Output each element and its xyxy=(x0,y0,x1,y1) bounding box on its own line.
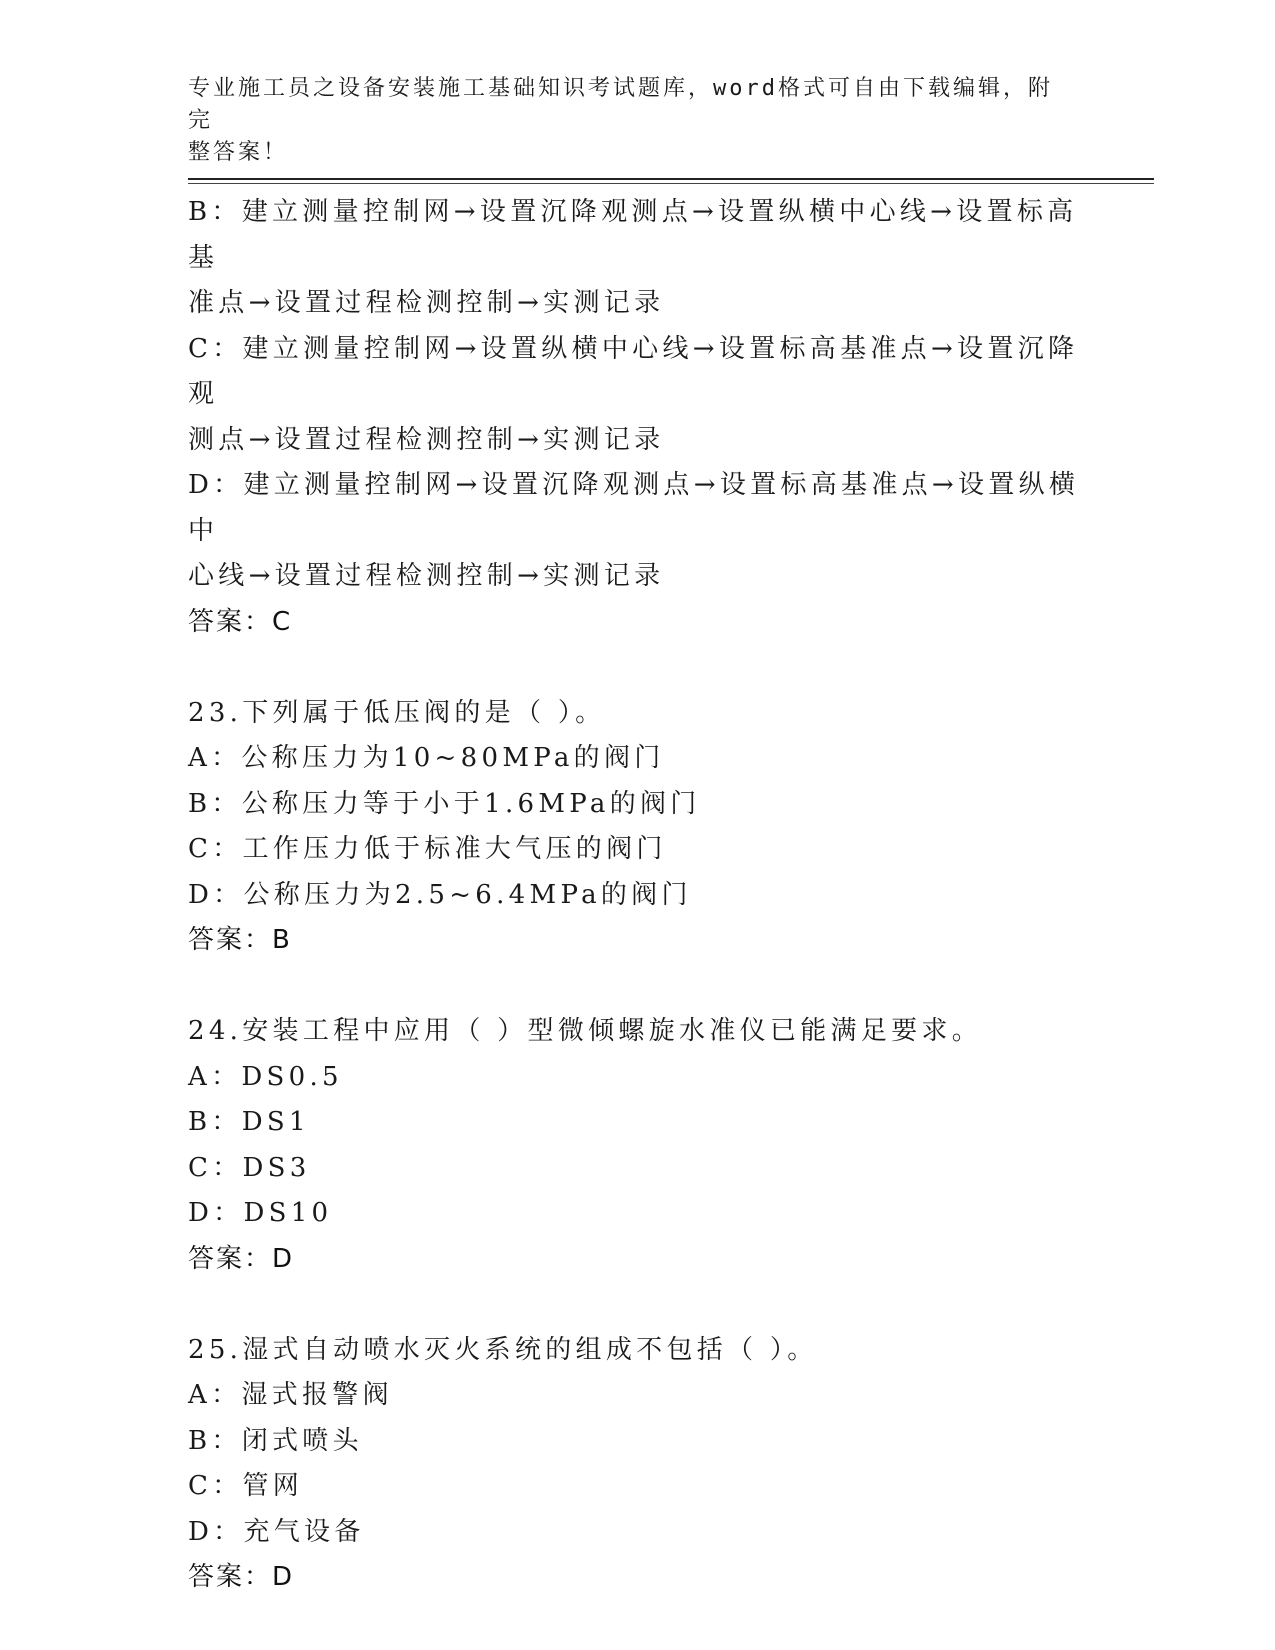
spacer xyxy=(188,964,1088,1010)
q24-option-a: A：DS0.5 xyxy=(188,1061,343,1092)
q22-answer: 答案：C xyxy=(188,606,293,637)
document-header xyxy=(188,73,1068,169)
q23-option-c: C：工作压力低于标准大气压的阀门 xyxy=(188,834,667,864)
q24-question: 24.安装工程中应用（ ）型微倾螺旋水准仪已能满足要求。 xyxy=(188,1016,983,1046)
header-divider-thick xyxy=(188,178,1154,180)
q22-option-b-line-2: 准点→设置过程检测控制→实测记录 xyxy=(188,288,665,318)
question-25 xyxy=(188,1328,1088,1601)
q22-option-b-line-1: B：建立测量控制网→设置沉降观测点→设置纵横中心线→设置标高基 xyxy=(188,197,1078,273)
q25-option-c: C：管网 xyxy=(188,1471,304,1501)
q23-question: 23.下列属于低压阀的是（ ）。 xyxy=(188,697,606,728)
question-24 xyxy=(188,1009,1088,1282)
question-23 xyxy=(188,691,1088,964)
spacer xyxy=(188,645,1088,691)
q23-option-b: B：公称压力等于小于1.6MPa的阀门 xyxy=(188,788,701,819)
header-divider-thin xyxy=(188,183,1154,184)
q24-answer: 答案：D xyxy=(188,1243,295,1274)
q23-option-d: D：公称压力为2.5~6.4MPa的阀门 xyxy=(188,879,692,910)
q23-option-a: A：公称压力为10~80MPa的阀门 xyxy=(188,743,665,773)
q25-option-b: B：闭式喷头 xyxy=(188,1425,363,1456)
q24-option-d: D：DS10 xyxy=(188,1198,333,1228)
q24-option-c: C：DS3 xyxy=(188,1152,311,1183)
q22-option-c-line-2: 测点→设置过程检测控制→实测记录 xyxy=(188,424,665,455)
question-list xyxy=(188,190,1088,1601)
spacer xyxy=(188,1282,1088,1328)
header-line-2: 整答案！ xyxy=(188,140,289,165)
q25-question: 25.湿式自动喷水灭火系统的组成不包括（ ）。 xyxy=(188,1334,818,1365)
q25-option-a: A：湿式报警阀 xyxy=(188,1380,393,1410)
q23-answer: 答案：B xyxy=(188,925,292,955)
q22-option-c-line-1: C：建立测量控制网→设置纵横中心线→设置标高基准点→设置沉降观 xyxy=(188,333,1079,409)
question-22 xyxy=(188,190,1088,645)
q25-answer: 答案：D xyxy=(188,1562,295,1592)
q22-option-d-line-2: 心线→设置过程检测控制→实测记录 xyxy=(188,561,665,591)
q25-option-d: D：充气设备 xyxy=(188,1516,365,1547)
q24-option-b: B：DS1 xyxy=(188,1107,310,1137)
header-line-1: 专业施工员之设备安装施工基础知识考试题库，word格式可自由下载编辑，附完 xyxy=(188,76,1053,133)
q22-option-d-line-1: D：建立测量控制网→设置沉降观测点→设置标高基准点→设置纵横中 xyxy=(188,470,1080,546)
